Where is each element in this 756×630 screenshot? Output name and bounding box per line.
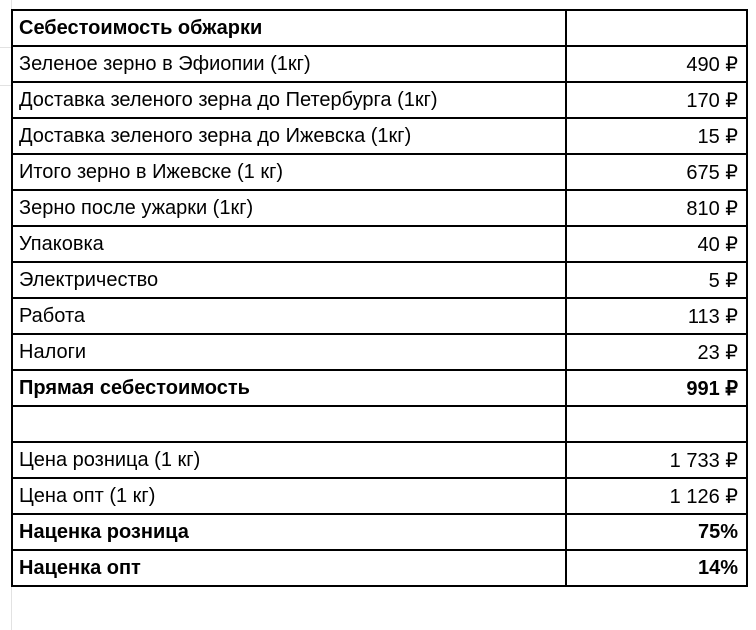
table-row bbox=[12, 46, 747, 82]
table-row bbox=[12, 10, 747, 46]
table-row bbox=[12, 154, 747, 190]
row-label-cell[interactable]: Наценка опт bbox=[12, 550, 566, 586]
row-value-cell[interactable]: 40 ₽ bbox=[566, 226, 747, 262]
row-value-cell[interactable]: 15 ₽ bbox=[566, 118, 747, 154]
row-value-cell[interactable]: 5 ₽ bbox=[566, 262, 747, 298]
row-label-cell[interactable]: Доставка зеленого зерна до Ижевска (1кг) bbox=[12, 118, 566, 154]
row-value-cell[interactable]: 1 126 ₽ bbox=[566, 478, 747, 514]
row-value-cell[interactable]: 113 ₽ bbox=[566, 298, 747, 334]
table-row bbox=[12, 334, 747, 370]
row-label-cell[interactable]: Наценка розница bbox=[12, 514, 566, 550]
table-row bbox=[12, 442, 747, 478]
row-value-cell[interactable]: 14% bbox=[566, 550, 747, 586]
table-row bbox=[12, 262, 747, 298]
row-label-cell[interactable]: Электричество bbox=[12, 262, 566, 298]
row-label-cell[interactable]: Итого зерно в Ижевске (1 кг) bbox=[12, 154, 566, 190]
table-row bbox=[12, 550, 747, 586]
table-row bbox=[12, 514, 747, 550]
row-value-cell[interactable]: 991 ₽ bbox=[566, 370, 747, 406]
table-row bbox=[12, 406, 747, 442]
table-row bbox=[12, 478, 747, 514]
row-label-cell[interactable]: Зеленое зерно в Эфиопии (1кг) bbox=[12, 46, 566, 82]
cost-table bbox=[11, 9, 748, 587]
row-value-cell[interactable] bbox=[566, 10, 747, 46]
row-label-cell[interactable]: Работа bbox=[12, 298, 566, 334]
row-value-cell[interactable]: 1 733 ₽ bbox=[566, 442, 747, 478]
row-value-cell[interactable]: 170 ₽ bbox=[566, 82, 747, 118]
table-row bbox=[12, 82, 747, 118]
table-row bbox=[12, 190, 747, 226]
row-label-cell[interactable]: Цена розница (1 кг) bbox=[12, 442, 566, 478]
row-label-cell[interactable]: Упаковка bbox=[12, 226, 566, 262]
row-value-cell[interactable] bbox=[566, 406, 747, 442]
row-label-cell[interactable]: Зерно после ужарки (1кг) bbox=[12, 190, 566, 226]
table-row bbox=[12, 370, 747, 406]
row-label-cell[interactable] bbox=[12, 406, 566, 442]
table-row bbox=[12, 118, 747, 154]
row-label-cell[interactable]: Прямая себестоимость bbox=[12, 370, 566, 406]
row-value-cell[interactable]: 23 ₽ bbox=[566, 334, 747, 370]
row-label-cell[interactable]: Цена опт (1 кг) bbox=[12, 478, 566, 514]
table-row bbox=[12, 298, 747, 334]
row-value-cell[interactable]: 490 ₽ bbox=[566, 46, 747, 82]
row-value-cell[interactable]: 75% bbox=[566, 514, 747, 550]
row-label-cell[interactable]: Себестоимость обжарки bbox=[12, 10, 566, 46]
row-value-cell[interactable]: 675 ₽ bbox=[566, 154, 747, 190]
table-row bbox=[12, 226, 747, 262]
row-label-cell[interactable]: Налоги bbox=[12, 334, 566, 370]
row-label-cell[interactable]: Доставка зеленого зерна до Петербурга (1кг) bbox=[12, 82, 566, 118]
row-value-cell[interactable]: 810 ₽ bbox=[566, 190, 747, 226]
